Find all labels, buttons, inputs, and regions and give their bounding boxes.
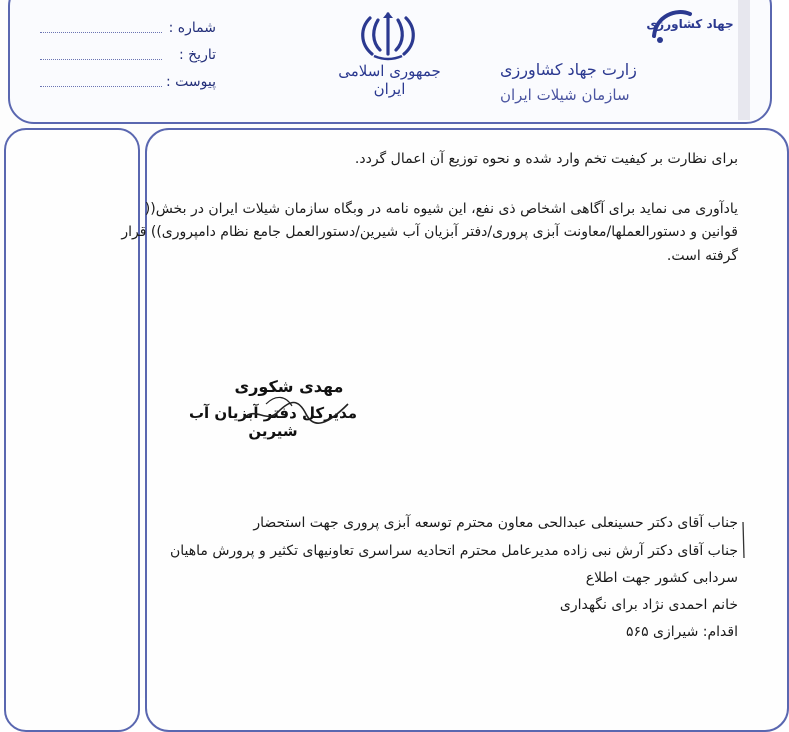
action-reference: اقدام: شیرازی ۵۶۵ — [626, 624, 738, 640]
attachment-row — [20, 72, 220, 99]
margin-frame — [4, 128, 140, 732]
number-row — [20, 18, 220, 45]
paragraph-line: یادآوری می نماید برای آگاهی اشخاص ذی نفع، این شیوه نامه در وبگاه سازمان شیلات ایران در بخش(( — [144, 201, 738, 217]
handwritten-signature — [236, 384, 356, 430]
logo-text: جهاد کشاورزی — [646, 17, 734, 31]
ministry-logo — [646, 6, 734, 54]
date-line — [40, 59, 162, 60]
emblem-caption: جمهوری اسلامی ایران — [338, 62, 441, 98]
national-emblem-icon — [356, 10, 420, 62]
number-label: شماره : — [168, 20, 216, 36]
attachment-label: پیوست : — [166, 74, 216, 90]
paragraph-line: برای نظارت بر کیفیت تخم وارد شده و نحوه توزیع آن اعمال گردد. — [354, 151, 738, 167]
pen-mark — [739, 520, 747, 560]
ministry-name: زارت جهاد کشاورزی — [500, 60, 637, 79]
signatory-name: مهدی شکوری — [234, 377, 344, 396]
copy-recipient: خانم احمدی نژاد برای نگهداری — [559, 597, 738, 613]
date-label: تاریخ : — [178, 47, 216, 63]
copy-recipient: جناب آقای دکتر آرش نبی زاده مدیرعامل محترم اتحادیه سراسری تعاونیهای تکثیر و پرورش ماهیان — [169, 543, 738, 559]
attachment-line — [40, 86, 162, 87]
number-line — [40, 32, 162, 33]
date-row — [20, 45, 220, 72]
copy-recipient: جناب آقای دکتر حسینعلی عبدالحی معاون محترم توسعه آبزی پروری جهت استحضار — [253, 515, 738, 531]
organization-name: سازمان شیلات ایران — [500, 86, 630, 104]
letter-meta — [20, 18, 220, 99]
paragraph-line: گرفته است. — [666, 248, 738, 264]
signatory-title: مدیرکل دفتر آبزیان آب شیرین — [188, 404, 358, 440]
copy-recipient: سردابی کشور جهت اطلاع — [585, 570, 738, 586]
page-corner-shadow — [738, 0, 750, 120]
paragraph-line: قوانین و دستورالعملها/معاونت آبزی پروری/دفتر آبزیان آب شیرین/دستورالعمل جامع نظام دامپروری)) قرار — [121, 224, 738, 240]
